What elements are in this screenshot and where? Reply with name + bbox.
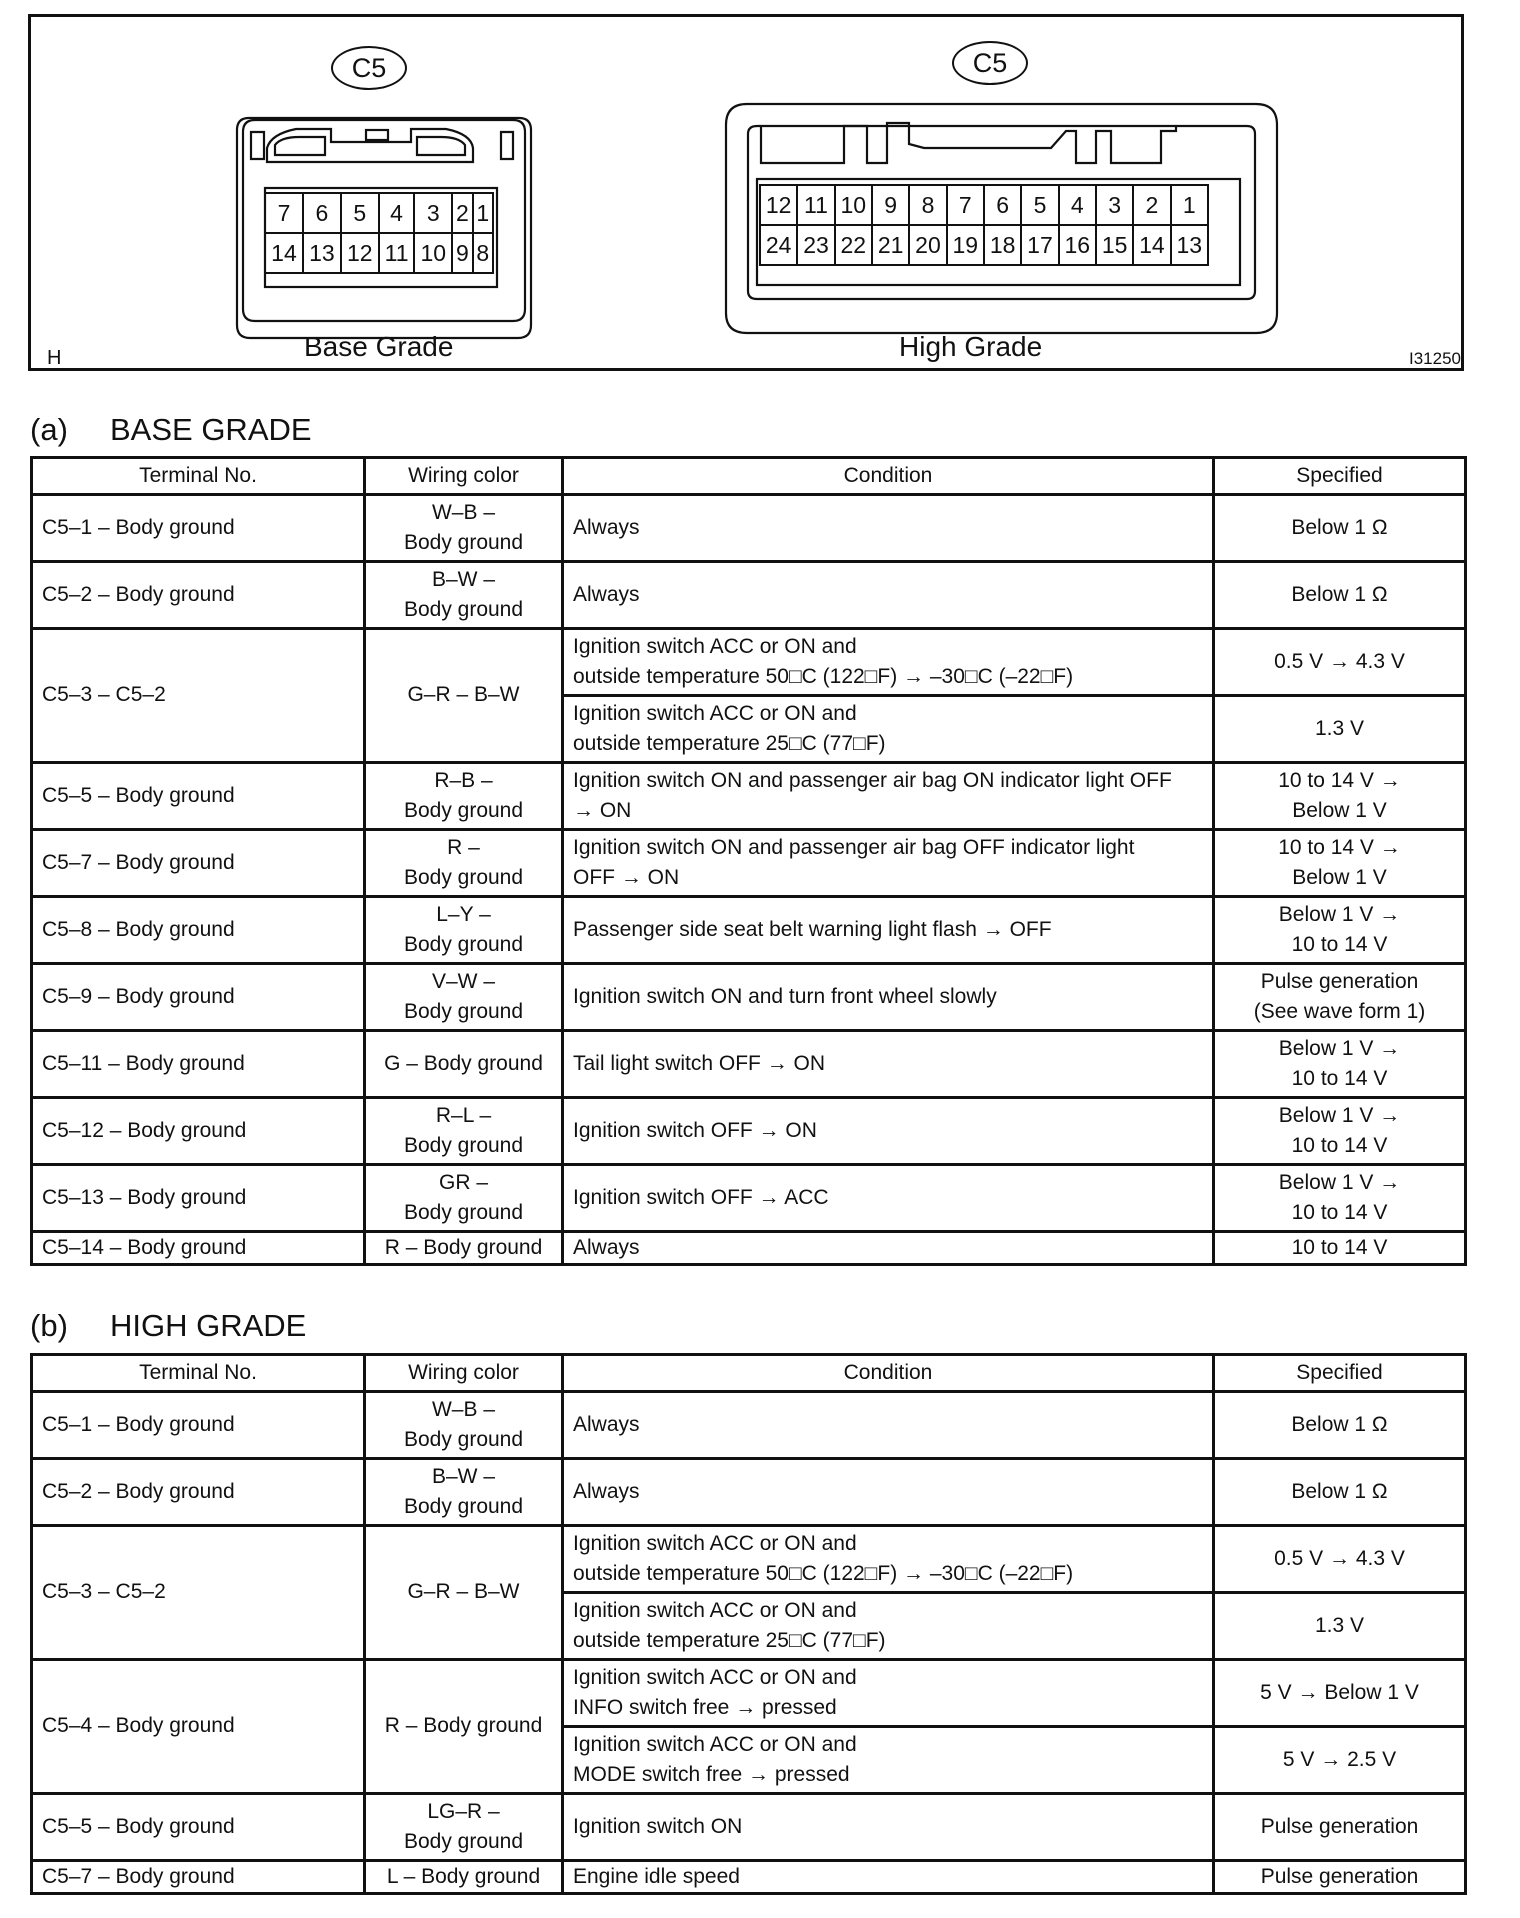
cell-line: Always [573,1479,640,1503]
cell-line: Tail light switch OFF → ON [573,1051,826,1075]
condition-cell [563,763,1214,830]
cell-line: 10 to 14 V [1291,1067,1388,1090]
cell-line: Below 1 V [1292,866,1387,889]
specified-cell [1214,830,1466,897]
specified-cell [1214,1794,1466,1861]
terminal-cell: C5–5 – Body ground [32,763,365,830]
cell-line: Engine idle speed [573,1865,740,1888]
table-row [32,1232,1466,1265]
cell-line: G – Body ground [384,1051,543,1075]
high-grade-title: HIGH GRADE [110,1308,307,1343]
cell-line: Body ground [403,1201,524,1224]
header-specified: Specified [1214,1355,1466,1392]
high-connector-id-oval [952,41,1028,85]
table-row [32,629,1466,696]
terminal-cell: C5–8 – Body ground [32,897,365,964]
cell-line: W–B – [431,1397,496,1421]
base-pin-grid [264,192,494,274]
cell-line: Body ground [403,531,524,554]
specified-cell [1214,1459,1466,1526]
cell-line: Below 1 Ω [1291,515,1388,539]
base-grade-table [30,456,1467,1266]
pin-cell: 13 [1171,225,1208,265]
wiring-color-cell [365,562,563,629]
specified-cell [1214,495,1466,562]
pin-cell: 14 [1133,225,1170,265]
header-condition: Condition [563,458,1214,495]
header-wiring: Wiring color [365,458,563,495]
cell-line: Below 1 V [1292,799,1387,822]
terminal-cell: C5–7 – Body ground [32,1861,365,1894]
specified-cell [1214,1660,1466,1727]
table-row [32,495,1466,562]
cell-line: Body ground [403,1134,524,1157]
pin-cell: 15 [1096,225,1133,265]
figure-code: I31250 [1409,349,1461,368]
cell-line: 10 to 14 V [1291,933,1388,956]
specified-cell [1214,1526,1466,1593]
cell-line: Always [573,1412,640,1436]
specified-cell [1214,1861,1466,1894]
cell-line: Always [573,1236,640,1259]
condition-cell [563,1727,1214,1794]
table-row [32,562,1466,629]
specified-cell [1214,1593,1466,1660]
cell-line: R – [447,835,480,859]
cell-line: Ignition switch ON and passenger air bag ON indicator light OFF [573,768,1172,792]
table-row [32,964,1466,1031]
terminal-cell: C5–1 – Body ground [32,1392,365,1459]
cell-line: Ignition switch ON [573,1814,743,1838]
condition-cell [563,495,1214,562]
pin-cell: 3 [414,193,452,233]
cell-line: G–R – B–W [407,683,520,707]
header-terminal: Terminal No. [32,458,365,495]
pin-cell: 7 [265,193,303,233]
cell-line: 10 to 14 V [1291,1236,1388,1259]
condition-cell [563,1098,1214,1165]
high-grade-table-body [32,1392,1466,1894]
pin-cell: 14 [265,233,303,273]
terminal-cell: C5–13 – Body ground [32,1165,365,1232]
wiring-color-cell [365,763,563,830]
high-connector-latch [761,123,1176,163]
cell-line: Pulse generation [1260,1865,1419,1888]
pin-cell: 5 [341,193,379,233]
table-row [32,830,1466,897]
connector-diagram [28,14,1464,371]
table-row [32,1098,1466,1165]
pin-cell: 17 [1021,225,1058,265]
terminal-cell: C5–11 – Body ground [32,1031,365,1098]
cell-line: Below 1 Ω [1291,1412,1388,1436]
cell-line: 10 to 14 V [1291,1201,1388,1224]
cell-line: Below 1 V → [1278,1036,1401,1060]
cell-line: → ON [573,799,632,822]
pin-cell: 18 [984,225,1021,265]
wiring-color-cell [365,1031,563,1098]
condition-cell [563,897,1214,964]
base-grade-heading [30,414,312,445]
cell-line: Pulse generation [1260,969,1419,993]
cell-line: L–Y – [436,902,491,926]
pin-cell: 3 [1096,185,1133,225]
cell-line: LG–R – [427,1799,500,1823]
cell-line: V–W – [431,969,496,993]
specified-cell [1214,1392,1466,1459]
pin-cell: 20 [909,225,946,265]
terminal-cell: C5–3 – C5–2 [32,629,365,763]
pin-cell: 22 [835,225,872,265]
pin-cell: 6 [303,193,341,233]
high-pin-row-bottom [760,225,1208,265]
cell-line: Ignition switch ACC or ON and [573,1598,857,1622]
wiring-color-cell [365,897,563,964]
header-specified: Specified [1214,458,1466,495]
condition-cell [563,1861,1214,1894]
wiring-color-cell [365,1660,563,1794]
wiring-color-cell [365,964,563,1031]
pin-cell: 2 [452,193,472,233]
terminal-cell: C5–3 – C5–2 [32,1526,365,1660]
high-grade-caption: High Grade [899,331,1043,362]
condition-cell [563,1031,1214,1098]
cell-line: Ignition switch ACC or ON and [573,701,857,725]
cell-line: Body ground [403,933,524,956]
cell-line: outside temperature 50□C (122□F) → –30□C (–22□F) [573,665,1074,688]
cell-line: W–B – [431,500,496,524]
terminal-cell: C5–5 – Body ground [32,1794,365,1861]
pin-cell: 4 [379,193,415,233]
connector-outlines [31,17,1461,368]
pin-cell: 1 [1171,185,1208,225]
cell-line: Below 1 V → [1278,1103,1401,1127]
cell-line: Ignition switch OFF → ON [573,1118,817,1142]
pin-cell: 7 [947,185,984,225]
specified-cell [1214,964,1466,1031]
condition-cell [563,1660,1214,1727]
wiring-color-cell [365,1098,563,1165]
cell-line: Ignition switch ON and turn front wheel slowly [573,984,997,1008]
terminal-cell: C5–2 – Body ground [32,562,365,629]
high-connector-id: C5 [972,47,1008,78]
pin-cell: 10 [835,185,872,225]
base-grade-table-body [32,495,1466,1265]
cell-line: 10 to 14 V → [1278,768,1401,792]
condition-cell [563,562,1214,629]
cell-line: Below 1 Ω [1291,582,1388,606]
header-wiring: Wiring color [365,1355,563,1392]
pin-cell: 12 [760,185,797,225]
cell-line: 1.3 V [1314,716,1365,740]
pin-cell: 11 [379,233,415,273]
condition-cell [563,1232,1214,1265]
terminal-cell: C5–1 – Body ground [32,495,365,562]
cell-line: Pulse generation [1260,1814,1419,1838]
table-row [32,897,1466,964]
cell-line: Body ground [403,1495,524,1518]
terminal-cell: C5–2 – Body ground [32,1459,365,1526]
cell-line: OFF → ON [573,866,680,889]
specified-cell [1214,1727,1466,1794]
specified-cell [1214,1031,1466,1098]
cell-line: R – Body ground [384,1236,543,1259]
condition-cell [563,1593,1214,1660]
cell-line: R–B – [434,768,493,792]
cell-line: Body ground [403,799,524,822]
pin-cell: 23 [797,225,834,265]
cell-line: Body ground [403,866,524,889]
cell-line: B–W – [431,1464,496,1488]
specified-cell [1214,1165,1466,1232]
cell-line: Body ground [403,598,524,621]
cell-line: Body ground [403,1428,524,1451]
terminal-cell: C5–14 – Body ground [32,1232,365,1265]
pin-cell: 1 [473,193,493,233]
wiring-color-cell [365,1459,563,1526]
wiring-color-cell [365,1165,563,1232]
cell-line: Below 1 V → [1278,902,1401,926]
cell-line: 1.3 V [1314,1613,1365,1637]
condition-cell [563,1165,1214,1232]
cell-line: Ignition switch ACC or ON and [573,1732,857,1756]
cell-line: outside temperature 25□C (77□F) [573,732,886,755]
cell-line: Passenger side seat belt warning light flash → OFF [573,917,1052,941]
pin-cell: 19 [947,225,984,265]
wiring-color-cell [365,1232,563,1265]
base-connector-id-oval [331,46,407,90]
base-pin-row-bottom [265,233,493,273]
condition-cell [563,629,1214,696]
specified-cell [1214,897,1466,964]
wiring-color-cell [365,629,563,763]
cell-line: Ignition switch ACC or ON and [573,634,857,658]
table-header-row [32,458,1466,495]
wiring-color-cell [365,1861,563,1894]
high-grade-table [30,1353,1467,1895]
cell-line: L – Body ground [386,1865,541,1888]
specified-cell [1214,629,1466,696]
table-row [32,1794,1466,1861]
table-row [32,1392,1466,1459]
cell-line: Below 1 V → [1278,1170,1401,1194]
specified-cell [1214,1098,1466,1165]
pin-cell: 2 [1133,185,1170,225]
cell-line: MODE switch free → pressed [573,1763,850,1786]
pin-cell: 12 [341,233,379,273]
cell-line: Always [573,582,640,606]
cell-line: Below 1 Ω [1291,1479,1388,1503]
base-grade-caption: Base Grade [304,331,454,362]
pin-cell: 16 [1059,225,1096,265]
cell-line: Ignition switch ON and passenger air bag OFF indicator light [573,835,1135,859]
base-connector-latch [251,129,513,162]
table-header-row [32,1355,1466,1392]
table-row [32,1165,1466,1232]
condition-cell [563,964,1214,1031]
cell-line: Ignition switch OFF → ACC [573,1185,829,1209]
table-row [32,1526,1466,1593]
pin-cell: 21 [872,225,909,265]
condition-cell [563,1526,1214,1593]
table-row [32,1459,1466,1526]
pin-cell: 10 [414,233,452,273]
cell-line: outside temperature 50□C (122□F) → –30□C (–22□F) [573,1562,1074,1585]
header-terminal: Terminal No. [32,1355,365,1392]
wiring-color-cell [365,1794,563,1861]
high-pin-row-top [760,185,1208,225]
base-pin-row-top [265,193,493,233]
pin-cell: 13 [303,233,341,273]
specified-cell [1214,1232,1466,1265]
specified-cell [1214,562,1466,629]
cell-line: INFO switch free → pressed [573,1696,837,1719]
cell-line: 5 V → Below 1 V [1260,1680,1419,1704]
high-pin-grid [759,184,1209,266]
wiring-color-cell [365,495,563,562]
high-grade-index: (b) [30,1308,68,1343]
terminal-cell: C5–9 – Body ground [32,964,365,1031]
pin-cell: 8 [909,185,946,225]
specified-cell [1214,696,1466,763]
condition-cell [563,830,1214,897]
table-row [32,1660,1466,1727]
condition-cell [563,696,1214,763]
cell-line: G–R – B–W [407,1580,520,1604]
condition-cell [563,1459,1214,1526]
table-row [32,1861,1466,1894]
terminal-cell: C5–4 – Body ground [32,1660,365,1794]
cell-line: Always [573,515,640,539]
terminal-cell: C5–7 – Body ground [32,830,365,897]
cell-line: R–L – [435,1103,492,1127]
wiring-color-cell [365,1526,563,1660]
cell-line: R – Body ground [384,1714,543,1738]
pin-cell: 11 [797,185,834,225]
high-grade-heading [30,1310,306,1341]
base-grade-title: BASE GRADE [110,412,312,447]
cell-line: 10 to 14 V [1291,1134,1388,1157]
cell-line: Body ground [403,1830,524,1853]
pin-cell: 8 [473,233,493,273]
condition-cell [563,1392,1214,1459]
figure-corner-letter: H [47,347,62,369]
wiring-color-cell [365,1392,563,1459]
cell-line: 5 V → 2.5 V [1282,1747,1397,1771]
pin-cell: 5 [1021,185,1058,225]
table-row [32,763,1466,830]
cell-line: outside temperature 25□C (77□F) [573,1629,886,1652]
cell-line: 10 to 14 V → [1278,835,1401,859]
cell-line: 0.5 V → 4.3 V [1274,649,1405,673]
condition-cell [563,1794,1214,1861]
header-condition: Condition [563,1355,1214,1392]
cell-line: (See wave form 1) [1253,1000,1426,1023]
base-grade-index: (a) [30,412,68,447]
wiring-color-cell [365,830,563,897]
terminal-cell: C5–12 – Body ground [32,1098,365,1165]
pin-cell: 6 [984,185,1021,225]
pin-cell: 9 [872,185,909,225]
cell-line: 0.5 V → 4.3 V [1274,1546,1405,1570]
table-row [32,1031,1466,1098]
pin-cell: 9 [452,233,472,273]
cell-line: Ignition switch ACC or ON and [573,1531,857,1555]
pin-cell: 24 [760,225,797,265]
specified-cell [1214,763,1466,830]
pin-cell: 4 [1059,185,1096,225]
cell-line: Body ground [403,1000,524,1023]
cell-line: B–W – [431,567,496,591]
cell-line: Ignition switch ACC or ON and [573,1665,857,1689]
cell-line: GR – [438,1170,488,1194]
base-connector-id: C5 [351,52,387,83]
